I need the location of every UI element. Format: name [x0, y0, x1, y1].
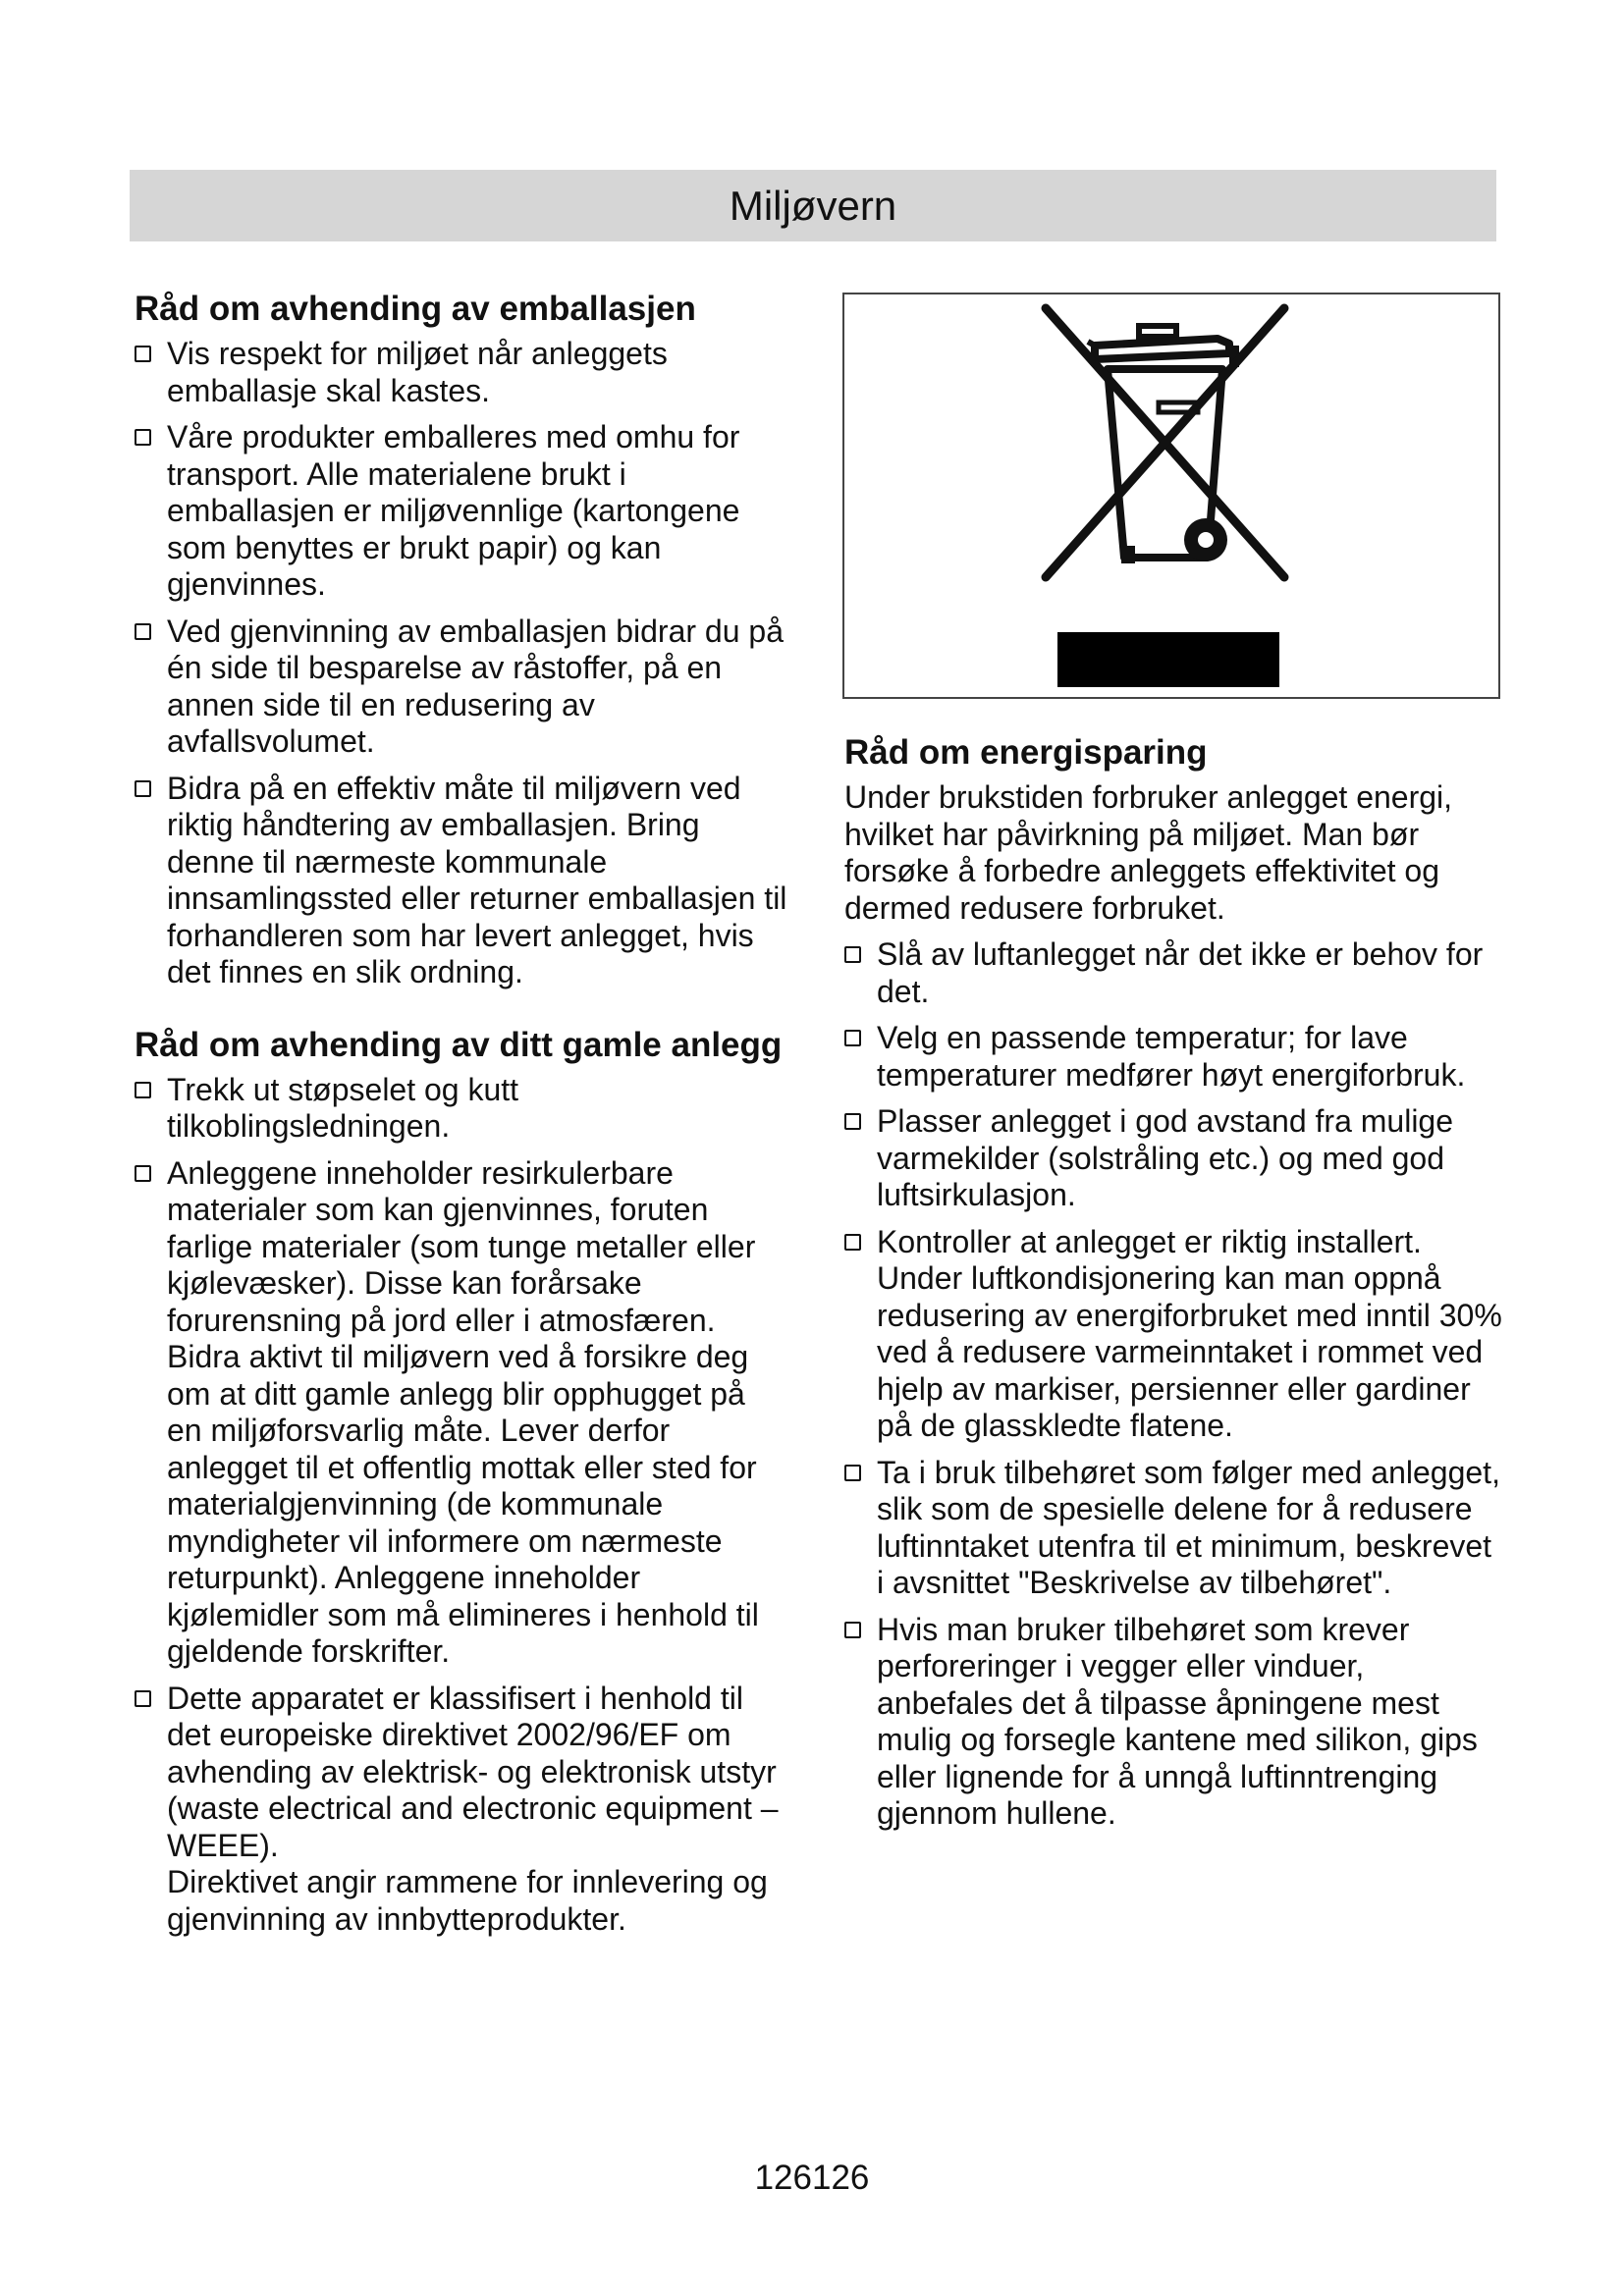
weee-symbol-frame	[842, 293, 1500, 699]
list-item-text: Ved gjenvinning av emballasjen bidrar du på én side til besparelse av råstoffer, på en annen side til en redusering av avfallsvolumet.	[167, 613, 784, 759]
checkbox-bullet-icon	[844, 1622, 861, 1638]
checkbox-bullet-icon	[135, 780, 151, 797]
list-item-text: Plasser anlegget i god avstand fra mulige varmekilder (solstråling etc.) og med god luftsirkulasjon.	[877, 1103, 1454, 1212]
checkbox-bullet-icon	[844, 946, 861, 963]
section-title-packaging: Råd om avhending av emballasjen	[135, 290, 696, 328]
left-column	[135, 291, 787, 1948]
list-item	[844, 1455, 1502, 1602]
checkbox-bullet-icon	[135, 429, 151, 446]
right-column	[844, 734, 1502, 1842]
packaging-list	[135, 336, 787, 991]
checkbox-bullet-icon	[135, 1690, 151, 1707]
list-item-text: Anleggene inneholder resirkulerbare materialer som kan gjenvinnes, foruten farlige materialer (som tunge metaller eller kjølevæsker). Disse kan forårsake forurensning på jord eller i atmosfæren. Bidra aktivt til miljøvern ved å forsikre deg om at ditt gamle anlegg blir opphugget på en miljøforsvarlig måte. Lever derfor anlegget til et offentlig mottak eller sted for materialgjenvinning (de kommunale myndigheter vil informere om nærmeste returpunkt). Anleggene inneholder kjølemidler som må elimineres i henhold til gjeldende forskrifter.	[167, 1154, 759, 1669]
list-item	[844, 1020, 1502, 1094]
list-item	[135, 419, 787, 604]
list-item	[135, 1072, 787, 1146]
section-title-energy-saving: Råd om energisparing	[844, 733, 1208, 772]
checkbox-bullet-icon	[135, 346, 151, 362]
list-item-text: Bidra på en effektiv måte til miljøvern ved riktig håndtering av emballasjen. Bring denne til nærmeste kommunale innsamlingssted eller returner emballasjen til forhandleren som har levert anlegget, hvis det finnes en slik ordning.	[167, 770, 787, 989]
page-number: 126126	[754, 2159, 870, 2197]
list-item	[135, 336, 787, 409]
page-title: Miljøvern	[729, 182, 897, 229]
list-item	[135, 614, 787, 761]
checkbox-bullet-icon	[135, 1165, 151, 1182]
list-item	[135, 1155, 787, 1671]
checkbox-bullet-icon	[844, 1234, 861, 1251]
energy-intro-text: Under brukstiden forbruker anlegget energi, hvilket har påvirkning på miljøet. Man bør forsøke å forbedre anleggets effektivitet og dermed redusere forbruket.	[844, 779, 1453, 926]
list-item-text: Trekk ut støpselet og kutt tilkoblingsledningen.	[167, 1071, 519, 1144]
energy-list	[844, 936, 1502, 1833]
list-item	[844, 1612, 1502, 1833]
checkbox-bullet-icon	[844, 1465, 861, 1481]
list-item	[135, 1681, 787, 1939]
crossed-out-wheelie-bin-icon	[844, 294, 1498, 697]
page-header-bar	[130, 170, 1496, 241]
list-item-text: Kontroller at anlegget er riktig installert. Under luftkondisjonering kan man oppnå redusering av energiforbruket med inntil 30% ved å redusere varmeinntaket i rommet ved hjelp av markiser, persienner eller gardiner på de glasskledte flatene.	[877, 1223, 1502, 1443]
checkbox-bullet-icon	[135, 623, 151, 640]
list-item	[844, 936, 1502, 1010]
section-title-old-unit: Råd om avhending av ditt gamle anlegg	[135, 1025, 783, 1064]
list-item-text: Dette apparatet er klassifisert i henhold til det europeiske direktivet 2002/96/EF om avhending av elektrisk- og elektronisk utstyr (waste electrical and electronic equipment – WEEE).	[167, 1680, 779, 1863]
checkbox-bullet-icon	[844, 1030, 861, 1046]
old-unit-list	[135, 1072, 787, 1939]
list-item-text: Hvis man bruker tilbehøret som krever perforeringer i vegger eller vinduer, anbefales det å tilpasse åpningene mest mulig og forsegle kantene med silikon, gips eller lignende for å unngå luftinntrenging gjennom hullene.	[877, 1611, 1478, 1831]
checkbox-bullet-icon	[135, 1082, 151, 1098]
list-item	[844, 1103, 1502, 1214]
list-item	[844, 1224, 1502, 1445]
list-item-text: Ta i bruk tilbehøret som følger med anlegget, slik som de spesielle delene for å redusere luftinntaket utenfra til et minimum, beskrevet i avsnittet "Beskrivelse av tilbehøret".	[877, 1454, 1500, 1600]
list-item-text: Våre produkter emballeres med omhu for transport. Alle materialene brukt i emballasjen er miljøvennlige (kartongene som benyttes er brukt papir) og kan gjenvinnes.	[167, 419, 740, 602]
list-item-text: Vis respekt for miljøet når anleggets emballasje skal kastes.	[167, 336, 668, 408]
list-item-extra-text: Direktivet angir rammene for innlevering og gjenvinning av innbytteprodukter.	[167, 1864, 768, 1937]
list-item-text: Slå av luftanlegget når det ikke er behov for det.	[877, 936, 1484, 1009]
list-item-text: Velg en passende temperatur; for lave temperaturer medfører høyt energiforbruk.	[877, 1020, 1466, 1093]
checkbox-bullet-icon	[844, 1113, 861, 1130]
list-item	[135, 771, 787, 991]
